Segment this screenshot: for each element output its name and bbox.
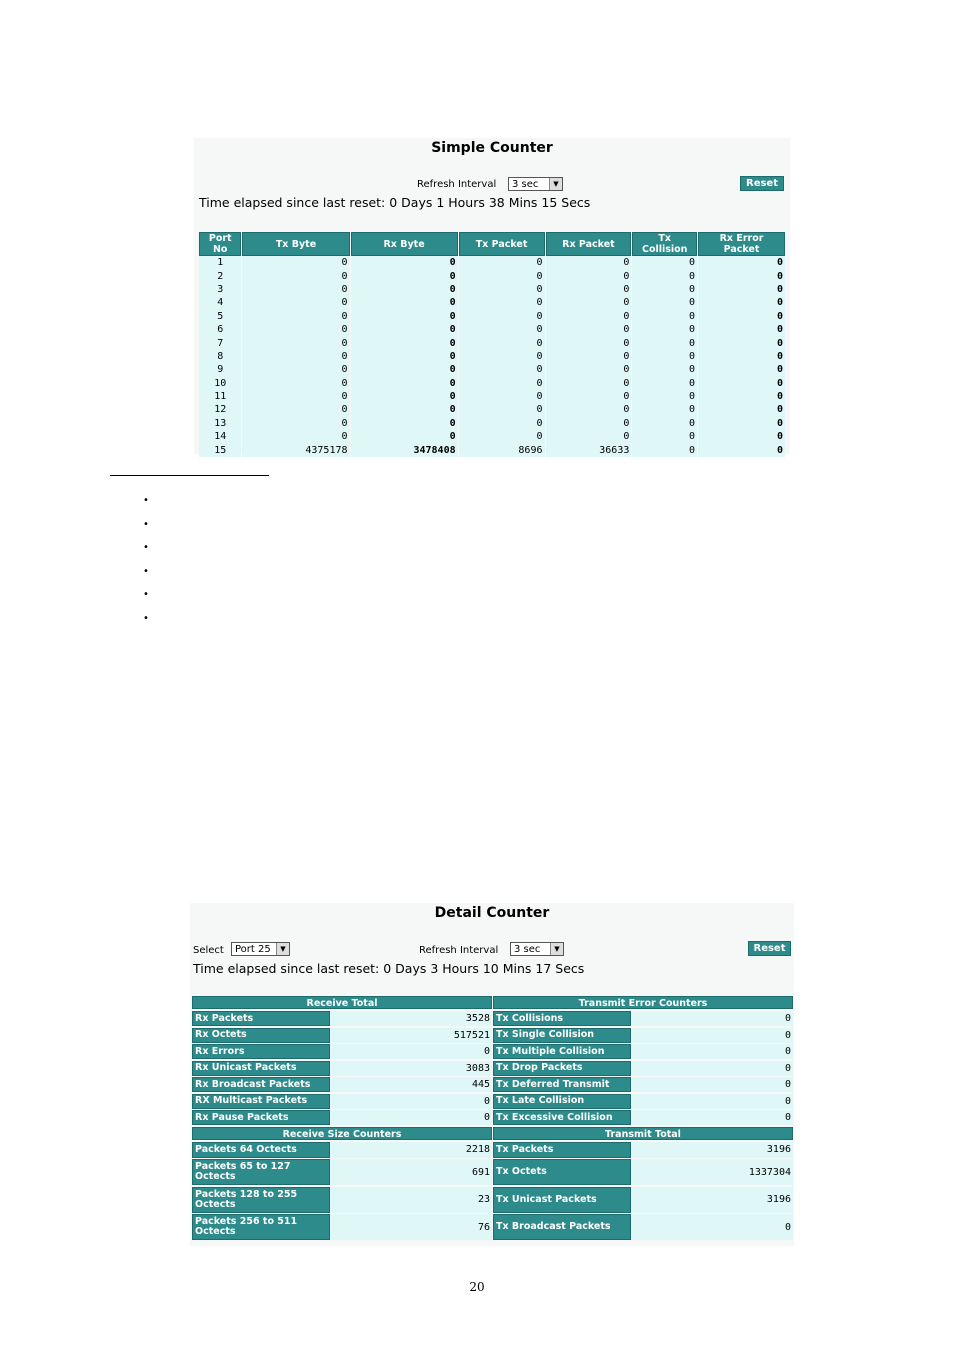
bullet-2: • (143, 519, 149, 530)
col-tx-byte: Tx Byte (242, 232, 349, 256)
table-row (199, 390, 785, 403)
table-row (199, 336, 785, 349)
chevron-down-icon: ▼ (549, 178, 562, 190)
counter-value: 0 (631, 1214, 793, 1240)
elapsed-time: Time elapsed since last reset: 0 Days 3 Hours 10 Mins 17 Secs (193, 961, 585, 976)
table-row (199, 350, 785, 363)
refresh-interval-label: Refresh Interval (417, 179, 497, 190)
cell-tx-byte: 0 (242, 283, 349, 296)
col-tx-packet: Tx Packet (459, 232, 545, 256)
cell-tx-packet: 0 (459, 283, 545, 296)
cell-rx-byte: 0 (351, 390, 458, 403)
table-header-row (199, 232, 785, 256)
counter-label: Rx Errors (192, 1044, 330, 1059)
counter-label: Tx Excessive Collision (493, 1110, 631, 1125)
cell-rx-error-packet: 0 (698, 443, 785, 456)
cell-rx-packet: 0 (546, 377, 632, 390)
cell-rx-error-packet: 0 (698, 430, 785, 443)
cell-tx-packet: 0 (459, 310, 545, 323)
chevron-down-icon: ▼ (550, 943, 563, 955)
port-select-value: Port 25 (235, 944, 271, 955)
cell-port-no: 4 (199, 296, 241, 309)
counter-label: Tx Deferred Transmit (493, 1077, 631, 1092)
cell-rx-byte: 0 (351, 363, 458, 376)
cell-rx-packet: 0 (546, 269, 632, 282)
cell-tx-byte: 0 (242, 336, 349, 349)
table-row (199, 323, 785, 336)
cell-rx-packet: 0 (546, 403, 632, 416)
cell-rx-packet: 0 (546, 323, 632, 336)
cell-rx-error-packet: 0 (698, 417, 785, 430)
counter-label: Tx Late Collision (493, 1094, 631, 1109)
cell-port-no: 9 (199, 363, 241, 376)
simple-counter-title: Simple Counter (431, 140, 553, 156)
table-row (199, 256, 785, 269)
table-row (199, 417, 785, 430)
cell-rx-packet: 0 (546, 430, 632, 443)
cell-tx-collision: 0 (632, 377, 697, 390)
refresh-interval-value: 3 sec (514, 944, 541, 955)
col-port-no: Port No (199, 232, 241, 256)
cell-rx-error-packet: 0 (698, 377, 785, 390)
refresh-interval-value: 3 sec (512, 179, 539, 190)
transmit-total-header: Transmit Total (493, 1127, 793, 1140)
counter-label: Tx Collisions (493, 1011, 631, 1026)
counter-value: 0 (631, 1028, 793, 1043)
cell-tx-byte: 0 (242, 256, 349, 269)
table-row (199, 403, 785, 416)
cell-tx-packet: 0 (459, 336, 545, 349)
counter-label: Rx Octets (192, 1028, 330, 1043)
counter-label: Rx Broadcast Packets (192, 1077, 330, 1092)
cell-tx-byte: 0 (242, 323, 349, 336)
cell-tx-packet: 8696 (459, 443, 545, 456)
refresh-interval-select[interactable] (510, 942, 564, 956)
cell-rx-byte: 0 (351, 256, 458, 269)
col-tx-collision: Tx Collision (632, 232, 697, 256)
cell-rx-byte: 0 (351, 417, 458, 430)
cell-rx-error-packet: 0 (698, 336, 785, 349)
cell-tx-byte: 0 (242, 363, 349, 376)
cell-rx-packet: 0 (546, 256, 632, 269)
counter-value: 0 (631, 1044, 793, 1059)
table-row (199, 377, 785, 390)
counter-value: 0 (631, 1011, 793, 1026)
cell-rx-byte: 0 (351, 430, 458, 443)
cell-port-no: 11 (199, 390, 241, 403)
cell-rx-packet: 0 (546, 417, 632, 430)
counter-value: 0 (330, 1110, 492, 1125)
cell-tx-byte: 0 (242, 377, 349, 390)
reset-button[interactable]: Reset (748, 941, 791, 956)
cell-tx-collision: 0 (632, 417, 697, 430)
counter-label: Rx Unicast Packets (192, 1061, 330, 1076)
cell-tx-collision: 0 (632, 323, 697, 336)
cell-tx-collision: 0 (632, 350, 697, 363)
transmit-error-header: Transmit Error Counters (493, 996, 793, 1009)
col-rx-packet: Rx Packet (546, 232, 632, 256)
cell-tx-packet: 0 (459, 430, 545, 443)
bullet-4: • (143, 566, 149, 577)
cell-tx-byte: 0 (242, 417, 349, 430)
cell-tx-collision: 0 (632, 336, 697, 349)
counter-label: Tx Unicast Packets (493, 1187, 631, 1213)
counter-label: Packets 128 to 255 Octects (192, 1187, 330, 1213)
detail-counter-panel (190, 903, 794, 1246)
cell-tx-collision: 0 (632, 390, 697, 403)
table-row (199, 283, 785, 296)
port-select[interactable] (231, 942, 290, 956)
cell-rx-byte: 0 (351, 336, 458, 349)
cell-tx-packet: 0 (459, 269, 545, 282)
cell-rx-byte: 0 (351, 350, 458, 363)
cell-tx-packet: 0 (459, 403, 545, 416)
section-rule (110, 475, 269, 476)
cell-rx-byte: 0 (351, 283, 458, 296)
col-rx-error-packet: Rx Error Packet (698, 232, 785, 256)
cell-tx-byte: 0 (242, 390, 349, 403)
table-row (199, 310, 785, 323)
cell-tx-collision: 0 (632, 283, 697, 296)
cell-tx-packet: 0 (459, 417, 545, 430)
cell-tx-byte: 0 (242, 350, 349, 363)
cell-rx-error-packet: 0 (698, 350, 785, 363)
cell-tx-byte: 0 (242, 430, 349, 443)
bullet-3: • (143, 542, 149, 553)
cell-tx-collision: 0 (632, 310, 697, 323)
cell-tx-packet: 0 (459, 363, 545, 376)
cell-tx-byte: 0 (242, 310, 349, 323)
cell-rx-byte: 3478408 (351, 443, 458, 456)
cell-tx-byte: 0 (242, 403, 349, 416)
cell-port-no: 1 (199, 256, 241, 269)
counter-value: 691 (330, 1159, 492, 1185)
cell-port-no: 14 (199, 430, 241, 443)
counter-label: Tx Broadcast Packets (493, 1214, 631, 1240)
cell-rx-packet: 0 (546, 336, 632, 349)
cell-rx-error-packet: 0 (698, 296, 785, 309)
counter-label: Packets 65 to 127 Octects (192, 1159, 330, 1185)
cell-tx-packet: 0 (459, 323, 545, 336)
cell-tx-collision: 0 (632, 443, 697, 456)
simple-counter-panel (194, 138, 790, 454)
counter-value: 23 (330, 1187, 492, 1213)
refresh-interval-label: Refresh Interval (419, 945, 499, 956)
cell-port-no: 3 (199, 283, 241, 296)
counter-value: 3196 (631, 1187, 793, 1213)
counter-value: 0 (631, 1094, 793, 1109)
cell-rx-error-packet: 0 (698, 323, 785, 336)
cell-tx-byte: 0 (242, 296, 349, 309)
port-select-label: Select (193, 945, 224, 956)
counter-label: Tx Packets (493, 1142, 631, 1158)
page-number: 20 (469, 1280, 485, 1294)
counter-label: Tx Drop Packets (493, 1061, 631, 1076)
cell-rx-byte: 0 (351, 377, 458, 390)
counter-value: 3528 (330, 1011, 492, 1026)
bullet-6: • (143, 613, 149, 624)
counter-value: 2218 (330, 1142, 492, 1158)
counter-value: 76 (330, 1214, 492, 1240)
reset-button[interactable]: Reset (740, 176, 784, 191)
cell-tx-collision: 0 (632, 403, 697, 416)
cell-rx-error-packet: 0 (698, 390, 785, 403)
elapsed-time: Time elapsed since last reset: 0 Days 1 Hours 38 Mins 15 Secs (199, 195, 591, 210)
table-row (199, 296, 785, 309)
cell-tx-packet: 0 (459, 390, 545, 403)
cell-port-no: 12 (199, 403, 241, 416)
counter-value: 0 (330, 1044, 492, 1059)
cell-rx-error-packet: 0 (698, 310, 785, 323)
cell-rx-byte: 0 (351, 310, 458, 323)
cell-port-no: 15 (199, 443, 241, 456)
counter-value: 0 (631, 1110, 793, 1125)
cell-tx-collision: 0 (632, 363, 697, 376)
counter-label: Tx Octets (493, 1159, 631, 1185)
cell-tx-packet: 0 (459, 350, 545, 363)
counter-value: 3196 (631, 1142, 793, 1158)
col-rx-byte: Rx Byte (351, 232, 458, 256)
counter-label: Tx Multiple Collision (493, 1044, 631, 1059)
cell-tx-packet: 0 (459, 256, 545, 269)
counter-value: 1337304 (631, 1159, 793, 1185)
counter-label: RX Multicast Packets (192, 1094, 330, 1109)
cell-port-no: 2 (199, 269, 241, 282)
cell-rx-packet: 0 (546, 296, 632, 309)
counter-label: Packets 256 to 511 Octects (192, 1214, 330, 1240)
cell-tx-collision: 0 (632, 256, 697, 269)
table-row (199, 430, 785, 443)
cell-tx-collision: 0 (632, 269, 697, 282)
table-row (199, 443, 785, 456)
cell-rx-byte: 0 (351, 296, 458, 309)
counter-value: 3083 (330, 1061, 492, 1076)
cell-tx-packet: 0 (459, 377, 545, 390)
cell-port-no: 5 (199, 310, 241, 323)
counter-label: Rx Pause Packets (192, 1110, 330, 1125)
cell-tx-packet: 0 (459, 296, 545, 309)
cell-rx-byte: 0 (351, 403, 458, 416)
simple-counter-table (198, 232, 786, 457)
cell-rx-byte: 0 (351, 323, 458, 336)
cell-port-no: 7 (199, 336, 241, 349)
cell-rx-packet: 0 (546, 390, 632, 403)
counter-label: Rx Packets (192, 1011, 330, 1026)
cell-rx-packet: 0 (546, 363, 632, 376)
refresh-interval-select[interactable] (508, 177, 563, 191)
cell-tx-collision: 0 (632, 430, 697, 443)
counter-label: Packets 64 Octects (192, 1142, 330, 1158)
cell-port-no: 10 (199, 377, 241, 390)
chevron-down-icon: ▼ (276, 943, 289, 955)
cell-rx-error-packet: 0 (698, 269, 785, 282)
cell-port-no: 8 (199, 350, 241, 363)
table-row (199, 269, 785, 282)
counter-label: Tx Single Collision (493, 1028, 631, 1043)
cell-tx-byte: 4375178 (242, 443, 349, 456)
cell-tx-byte: 0 (242, 269, 349, 282)
bullet-1: • (143, 495, 149, 506)
cell-rx-error-packet: 0 (698, 403, 785, 416)
bullet-5: • (143, 589, 149, 600)
receive-size-header: Receive Size Counters (192, 1127, 492, 1140)
counter-value: 517521 (330, 1028, 492, 1043)
detail-counter-title: Detail Counter (434, 905, 550, 921)
cell-tx-collision: 0 (632, 296, 697, 309)
cell-rx-packet: 36633 (546, 443, 632, 456)
cell-rx-byte: 0 (351, 269, 458, 282)
cell-rx-packet: 0 (546, 350, 632, 363)
counter-value: 0 (631, 1061, 793, 1076)
cell-port-no: 6 (199, 323, 241, 336)
cell-rx-error-packet: 0 (698, 363, 785, 376)
table-row (199, 363, 785, 376)
cell-rx-packet: 0 (546, 283, 632, 296)
cell-rx-error-packet: 0 (698, 283, 785, 296)
cell-rx-packet: 0 (546, 310, 632, 323)
counter-value: 0 (631, 1077, 793, 1092)
cell-rx-error-packet: 0 (698, 256, 785, 269)
receive-total-header: Receive Total (192, 996, 492, 1009)
counter-value: 0 (330, 1094, 492, 1109)
counter-value: 445 (330, 1077, 492, 1092)
cell-port-no: 13 (199, 417, 241, 430)
